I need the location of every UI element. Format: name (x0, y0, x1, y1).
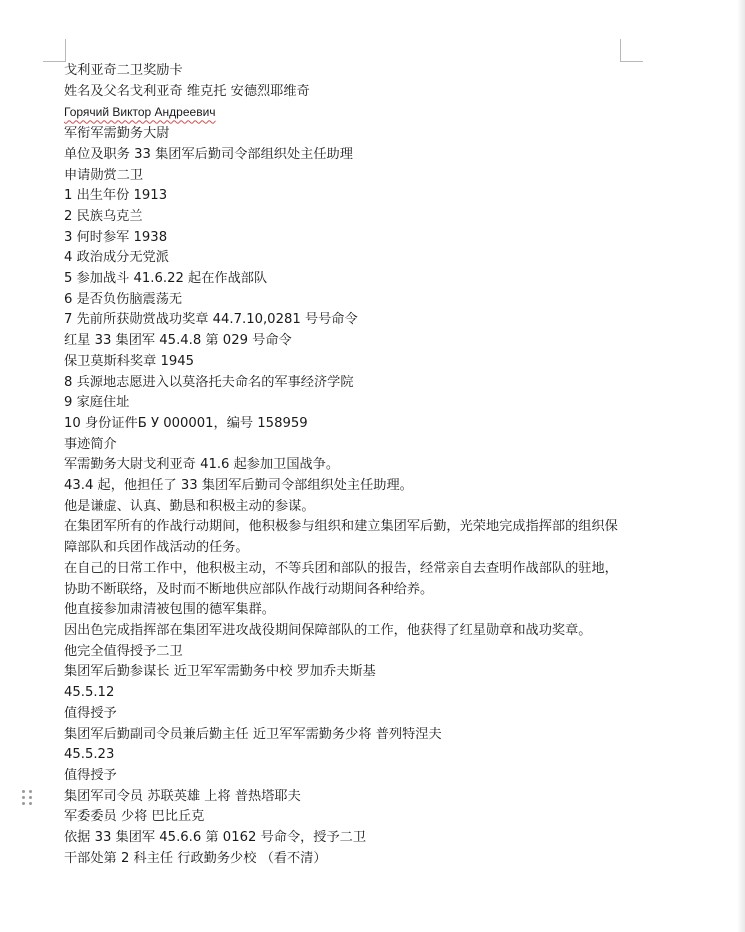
doc-line-award-requested: 申请勋赏二卫 (64, 167, 144, 183)
doc-summary-1: 军需勤务大尉戈利亚奇 41.6 起参加卫国战争。 (64, 457, 340, 473)
doc-summary-3: 他是谦虚、认真、勤恳和积极主动的参谋。 (64, 498, 315, 514)
margin-mark-top-right (620, 39, 643, 62)
doc-endorsement-2: 值得授予 (64, 767, 117, 783)
doc-line-wounds: 6 是否负伤脑震荡无 (64, 291, 183, 307)
doc-line-prior-awards: 7 先前所获勋赏战功奖章 44.7.10,0281 号号命令 (64, 312, 358, 328)
doc-summary-8: 他完全值得授予二卫 (64, 643, 183, 659)
drag-handle-icon[interactable] (22, 790, 34, 808)
doc-order-line: 依据 33 集团军 45.6.6 第 0162 号命令，授予二卫 (64, 830, 367, 846)
doc-line-name: 姓名及父名戈利亚奇 维克托 安德烈耶维奇 (64, 83, 310, 99)
doc-endorsement-1: 值得授予 (64, 705, 117, 721)
doc-line-russian-name: Горячий Виктор Андреевич (64, 105, 216, 120)
doc-signature-4: 军委委员 少将 巴比丘克 (64, 809, 205, 825)
document-body[interactable] (64, 61, 624, 869)
doc-line-party: 4 政治成分无党派 (64, 250, 169, 266)
doc-heading-summary: 事迹简介 (64, 436, 117, 452)
margin-mark-top-left (43, 39, 66, 62)
doc-signature-5: 干部处第 2 科主任 行政勤务少校 （看不清） (64, 850, 327, 866)
doc-signature-3: 集团军司令员 苏联英雄 上将 普热塔耶夫 (64, 788, 301, 804)
doc-line-combat: 5 参加战斗 41.6.22 起在作战部队 (64, 271, 268, 287)
doc-line-nationality: 2 民族乌克兰 (64, 208, 143, 224)
doc-line-recruitment: 8 兵源地志愿进入以莫洛托夫命名的军事经济学院 (64, 374, 354, 390)
doc-line-rank: 军衔军需勤务大尉 (64, 126, 170, 142)
doc-title: 戈利亚奇二卫奖励卡 (64, 63, 183, 78)
doc-summary-2: 43.4 起，他担任了 33 集团军后勤司令部组织处主任助理。 (64, 478, 413, 494)
doc-summary-6: 他直接参加肃清被包围的德军集群。 (64, 602, 275, 618)
doc-line-address: 9 家庭住址 (64, 395, 130, 411)
page-edge-shadow (737, 0, 745, 932)
doc-summary-4: 在集团军所有的作战行动期间，他积极参与组织和建立集团军后勤，光荣地完成指挥部的组织保障部队和兵团作战活动的任务。 (64, 519, 618, 556)
doc-line-enlisted: 3 何时参军 1938 (64, 229, 168, 245)
doc-date-2: 45.5.23 (64, 747, 115, 763)
doc-line-red-star: 红星 33 集团军 45.4.8 第 029 号命令 (64, 333, 292, 349)
doc-date-1: 45.5.12 (64, 685, 115, 701)
doc-signature-2: 集团军后勤副司令员兼后勤主任 近卫军军需勤务少将 普列特涅夫 (64, 726, 442, 742)
doc-line-moscow-medal: 保卫莫斯科奖章 1945 (64, 353, 195, 369)
doc-line-id: 10 身份证件Б У 000001，编号 158959 (64, 415, 308, 431)
doc-signature-1: 集团军后勤参谋长 近卫军军需勤务中校 罗加乔夫斯基 (64, 664, 376, 680)
doc-line-unit: 单位及职务 33 集团军后勤司令部组织处主任助理 (64, 146, 353, 162)
doc-summary-7: 因出色完成指挥部在集团军进攻战役期间保障部队的工作，他获得了红星勋章和战功奖章。 (64, 622, 592, 638)
doc-line-birth-year: 1 出生年份 1913 (64, 188, 168, 204)
doc-summary-5: 在自己的日常工作中，他积极主动，不等兵团和部队的报告，经常亲自去查明作战部队的驻地，协助不断联络，及时而不断地供应部队作战行动期间各种给养。 (64, 560, 618, 597)
